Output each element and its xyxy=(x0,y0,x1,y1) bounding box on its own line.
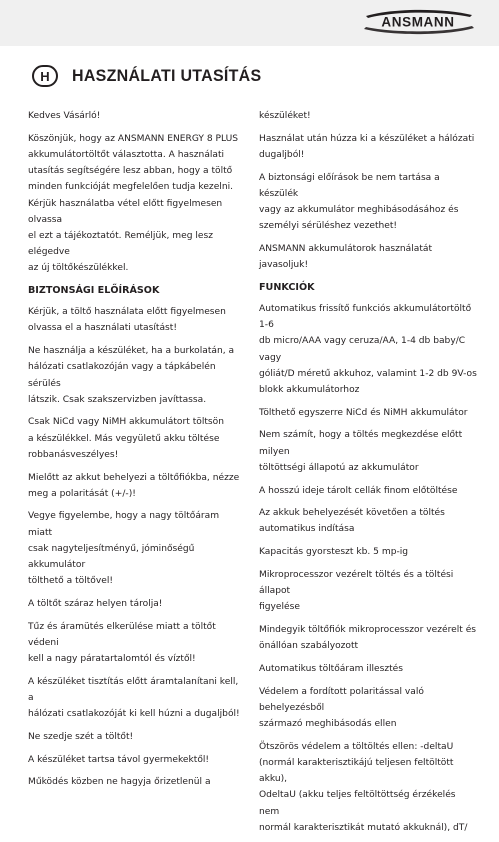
paragraph: Tölthető egyszerre NiCd és NiMH akkumulátor xyxy=(259,407,468,418)
paragraph: A hosszú ideje tárolt cellák finom előtöltése xyxy=(259,485,458,496)
language-badge: H xyxy=(32,65,58,87)
paragraph: Kedves Vásárló! xyxy=(28,111,101,121)
paragraph: Automatikus frissítő funkciós akkumulátortöltő 1-6 db micro/AAA vagy ceruza/AA, 1-4 db baby/C vagy góliát/D méretű akkuhoz, valamint 1-2 db 9V-os blokk akkumulátorhoz xyxy=(259,304,477,396)
paragraph: A töltőt száraz helyen tárolja! xyxy=(28,598,163,609)
paragraph: Ne szedje szét a töltőt! xyxy=(28,731,134,742)
paragraph: Mielőtt az akkut behelyezi a töltőfiókba, nézze meg a polaritását (+/-)! xyxy=(28,472,240,499)
paragraph: Nem számít, hogy a töltés megkezdése előtt milyen töltöttségi állapotú az akkumulátor xyxy=(259,430,463,473)
paragraph: Automatikus töltőáram illesztés xyxy=(259,663,404,674)
paragraph: Működés közben ne hagyja őrizetlenül a xyxy=(28,777,211,788)
paragraph: Ne használja a készüléket, ha a burkolatán, a hálózati csatlakozóján vagy a tápkábelén sérülés látszik. Csak szakszervizben javíttassa. xyxy=(28,346,235,405)
section-heading: BIZTONSÁGI ELŐÍRÁSOK xyxy=(28,285,160,297)
paragraph: Mindegyik töltőfiók mikroprocesszor vezérelt és önállóan szabályozott xyxy=(259,624,477,652)
paragraph: Vegye figyelembe, hogy a nagy töltőáram miatt csak nagyteljesítményű, jóminőségű akkumulátor tölthető a töltővel! xyxy=(28,511,220,587)
page-title: HASZNÁLATI UTASÍTÁS xyxy=(72,66,262,85)
paragraph: Csak NiCd vagy NiMH akkumulátort töltsön a készülékkel. Más vegyületű akku töltése robbanásveszélyes! xyxy=(28,417,224,460)
paragraph: Az akkuk behelyezését követően a töltés automatikus indítása xyxy=(259,508,445,535)
paragraph: A készüléket tartsa távol gyermekektől! xyxy=(28,754,210,765)
paragraph: Védelem a fordított polaritással való behelyezésből származó meghibásodás ellen xyxy=(259,686,424,729)
paragraph: A biztonsági előírások be nem tartása a készülék vagy az akkumulátor meghibásodásához és személyi sérüléshez vezethet! xyxy=(259,172,459,232)
paragraph: Kérjük, a töltő használata előtt figyelmesen olvassa el a használati utasítást! xyxy=(28,307,226,334)
section-heading: FUNKCIÓK xyxy=(259,281,315,293)
right-column xyxy=(259,108,477,842)
paragraph: Kapacitás gyorsteszt kb. 5 mp-ig xyxy=(259,547,409,558)
paragraph: Használat után húzza ki a készüléket a hálózati dugaljból! xyxy=(259,133,475,160)
left-column xyxy=(28,108,246,797)
paragraph: A készüléket tisztítás előtt áramtalanítani kell, a hálózati csatlakozóját ki kell húzni a dugaljból! xyxy=(28,676,240,720)
paragraph: Mikroprocesszor vezérelt töltés és a töltési állapot figyelése xyxy=(259,569,454,613)
paragraph: Tűz és áramütés elkerülése miatt a töltőt védeni kell a nagy páratartalomtól és víztől! xyxy=(28,621,216,665)
paragraph: ANSMANN akkumulátorok használatát javasoljuk! xyxy=(259,243,433,271)
paragraph: Ötszörös védelem a töltöltés ellen: -deltaU (normál karakterisztikájú teljesen feltöltött akku), OdeltaU (akku teljes feltöltöttség érzékelés nem normál karakterisztikát mutató akkuknál), dT/ xyxy=(259,741,468,833)
paragraph: készüléket! xyxy=(259,111,311,121)
header-band xyxy=(0,0,499,46)
ansmann-logo xyxy=(352,10,484,34)
paragraph: Köszönjük, hogy az ANSMANN ENERGY 8 PLUS akkumulátortöltőt választotta. A használati utasítás segítségére lesz abban, hogy a töltő minden funkcióját megfelelően tudja kezelni. Kérjük használatba vétel előtt figyelmesen olvassa el ezt a tájékoztatót. Reméljük, meg lesz elégedve az új töltőkészülékkel. xyxy=(28,133,239,274)
title-row xyxy=(32,62,274,90)
logo-text: ANSMANN xyxy=(381,14,455,30)
